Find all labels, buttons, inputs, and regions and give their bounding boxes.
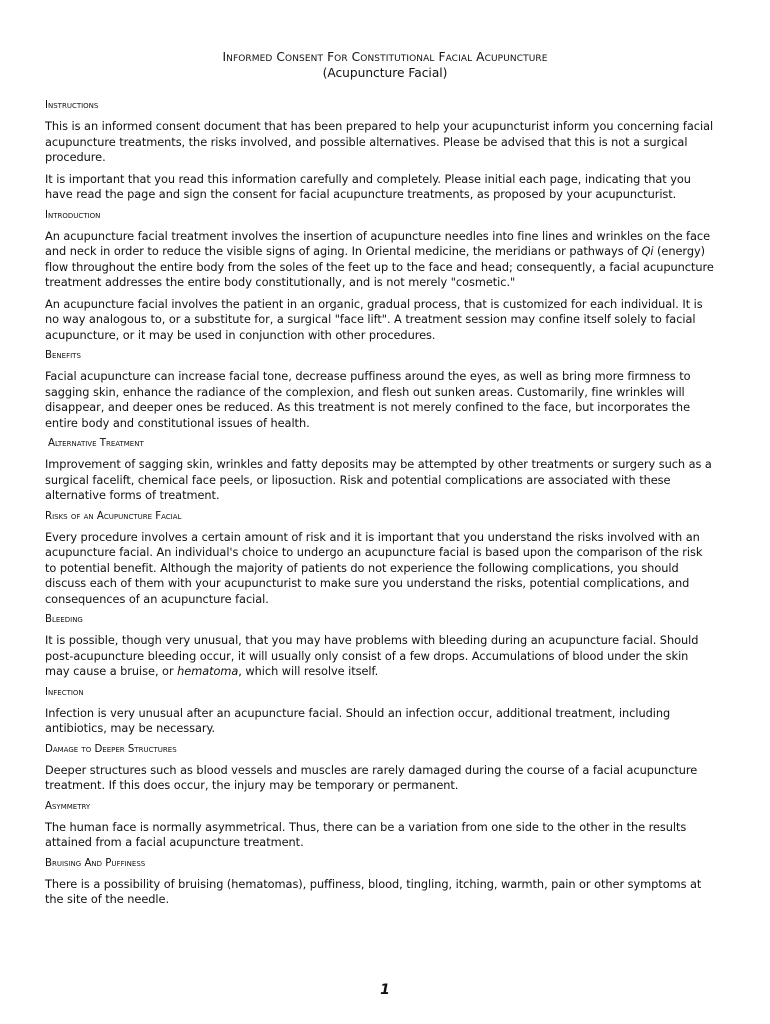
section-heading: Risks of an Acupuncture Facial [45,510,182,522]
paragraph: This is an informed consent document that has been prepared to help your acupuncturist inform you concerning facial acupuncture treatments, the risks involved, and possible alternatives. Please be advised that this is not a surgical procedure. [45,119,714,164]
section-risks [45,510,735,608]
section-heading: Benefits [45,350,81,361]
paragraph-text: It is possible, though very unusual, that you may have problems with bleeding during an acupuncture facial. Should post-acupuncture bleeding occur, it will usually only consist of a few drops. Accumulations of blood under the skin may cause a bruise, or [45,633,699,678]
section-heading: Introduction [45,209,101,221]
hematoma-term: hematoma [177,664,239,678]
document-body [45,99,735,914]
paragraph-text: An acupuncture facial treatment involves the insertion of acupuncture needles into fine lines and wrinkles on the face and neck in order to reduce the visible signs of aging. In Oriental medicine, the meridians or pathways of [45,228,711,258]
paragraph: It is important that you read this information carefully and completely. Please initial each page, indicating that you have read the page and sign the consent for facial acupuncture treatments, as proposed by your acupuncturist. [45,171,691,201]
document-subtitle: (Acupuncture Facial) [322,66,448,80]
paragraph: There is a possibility of bruising (hematomas), puffiness, blood, tingling, itching, warmth, pain or other symptoms at the site of the needle. [45,876,702,906]
section-introduction [45,209,735,344]
paragraph: Facial acupuncture can increase facial tone, decrease puffiness around the eyes, as well as bring more firmness to sagging skin, enhance the radiance of the complexion, and flesh out sunken areas. Customarily, fine wrinkles will disappear, and deeper ones be reduced. As this treatment is not merely confined to the face, but incorporates the entire body and constitutional issues of health. [45,369,691,430]
section-heading: Instructions [45,100,99,111]
title-block [0,49,770,81]
section-asymmetry [45,800,735,851]
section-instructions [45,99,735,203]
section-heading: Damage to Deeper Structures [45,743,177,755]
paragraph [45,229,735,291]
paragraph: Improvement of sagging skin, wrinkles and fatty deposits may be attempted by other treatments or surgery such as a surgical facelift, chemical face peels, or liposuction. Risk and potential complications are associated with these alternative forms of treatment. [45,457,712,502]
paragraph: Infection is very unusual after an acupuncture facial. Should an infection occur, additional treatment, including antibiotics, may be necessary. [45,705,671,735]
paragraph: Deeper structures such as blood vessels and muscles are rarely damaged during the course of a facial acupuncture treatment. If this does occur, the injury may be temporary or permanent. [45,762,698,792]
paragraph: Every procedure involves a certain amount of risk and it is important that you understand the risks involved with an acupuncture facial. An individual's choice to undergo an acupuncture facial is based upon the comparison of the risk to potential benefit. Although the majority of patients do not experience the following complications, you should discuss each of them with your acupuncturist to make sure you understand the risks, potential complications, and consequences of an acupuncture facial. [45,529,703,606]
section-bleeding [45,613,735,680]
paragraph-text: (energy) flow throughout the entire body from the soles of the feet up to the face and head; consequently, a facial acupuncture treatment addresses the entire body constitutionally, and is not merely "cosmetic." [45,244,714,289]
paragraph: An acupuncture facial involves the patient in an organic, gradual process, that is customized for each individual. It is no way analogous to, or a substitute for, a surgical "face lift". A treatment session may confine itself solely to facial acupuncture, or it may be used in conjunction with other procedures. [45,296,703,342]
paragraph [45,633,735,680]
section-bruising [45,857,735,908]
paragraph: The human face is normally asymmetrical. Thus, there can be a variation from one side to the other in the results attained from a facial acupuncture treatment. [45,819,687,849]
page-number: 1 [380,982,390,998]
section-heading: Bruising And Puffiness [45,857,146,869]
section-heading: Asymmetry [45,800,91,812]
qi-term: Qi [641,244,654,258]
section-infection [45,686,735,737]
section-heading: Bleeding [45,614,83,625]
document-title: Informed Consent For Constitutional Facial Acupuncture [222,50,548,64]
section-alternative-treatment [45,437,735,504]
section-heading: Infection [45,686,84,698]
paragraph-text: , which will resolve itself. [238,664,379,678]
section-damage [45,743,735,794]
section-heading: Alternative Treatment [48,438,144,449]
section-benefits [45,349,735,431]
